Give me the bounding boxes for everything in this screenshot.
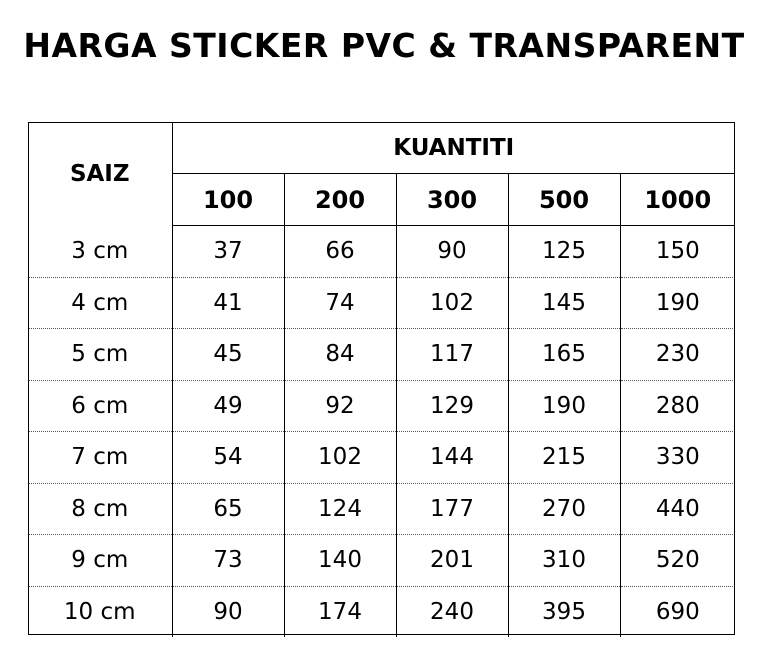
price-cell: 49 (172, 380, 284, 432)
quantity-header: 500 (508, 174, 620, 226)
price-table (28, 122, 735, 637)
price-cell: 240 (396, 586, 508, 637)
price-cell: 102 (396, 277, 508, 329)
price-cell: 54 (172, 432, 284, 484)
price-cell: 92 (284, 380, 396, 432)
price-cell: 102 (284, 432, 396, 484)
price-cell: 690 (655, 598, 700, 625)
price-cell: 117 (396, 329, 508, 381)
price-cell: 230 (620, 329, 735, 381)
price-cell: 190 (620, 277, 735, 329)
quantity-header: 100 (172, 174, 284, 226)
quantity-header: 200 (284, 174, 396, 226)
size-cell: 7 cm (28, 432, 172, 484)
price-cell: 440 (620, 483, 735, 535)
price-cell: 150 (620, 226, 735, 278)
price-cell: 74 (284, 277, 396, 329)
price-cell: 129 (396, 380, 508, 432)
table-row (28, 277, 735, 329)
price-cell: 66 (284, 226, 396, 278)
size-cell: 10 cm (28, 586, 172, 637)
price-cell: 90 (396, 226, 508, 278)
page-title: HARGA STICKER PVC & TRANSPARENT (23, 26, 745, 65)
table-row (28, 483, 735, 535)
price-cell: 215 (508, 432, 620, 484)
price-cell: 125 (508, 226, 620, 278)
size-cell: 8 cm (28, 483, 172, 535)
saiz-header: SAIZ (28, 122, 172, 226)
price-cell: 73 (172, 535, 284, 587)
price-cell: 144 (396, 432, 508, 484)
price-cell: 124 (284, 483, 396, 535)
table-row (28, 380, 735, 432)
price-cell: 330 (620, 432, 735, 484)
table-row (28, 432, 735, 484)
price-cell: 65 (172, 483, 284, 535)
table-row (28, 535, 735, 587)
price-cell: 45 (172, 329, 284, 381)
table-row (28, 329, 735, 381)
size-cell: 6 cm (28, 380, 172, 432)
quantity-header: 1000 (620, 174, 735, 226)
price-cell: 310 (508, 535, 620, 587)
size-cell: 9 cm (28, 535, 172, 587)
price-cell: 90 (172, 586, 284, 637)
size-cell: 5 cm (28, 329, 172, 381)
quantity-header: 300 (396, 174, 508, 226)
price-cell: 84 (284, 329, 396, 381)
size-cell: 3 cm (28, 226, 172, 278)
price-cell: 37 (172, 226, 284, 278)
price-cell: 165 (508, 329, 620, 381)
size-cell: 4 cm (28, 277, 172, 329)
price-cell: 280 (620, 380, 735, 432)
price-cell: 174 (284, 586, 396, 637)
price-cell: 140 (284, 535, 396, 587)
price-cell: 201 (396, 535, 508, 587)
price-cell: 520 (620, 535, 735, 587)
table-row (28, 586, 735, 637)
kuantiti-header: KUANTITI (172, 122, 735, 174)
price-cell: 177 (396, 483, 508, 535)
table-row (28, 226, 735, 278)
price-cell: 190 (508, 380, 620, 432)
price-cell: 270 (508, 483, 620, 535)
price-cell: 145 (508, 277, 620, 329)
price-cell: 395 (508, 586, 620, 637)
price-cell: 41 (172, 277, 284, 329)
